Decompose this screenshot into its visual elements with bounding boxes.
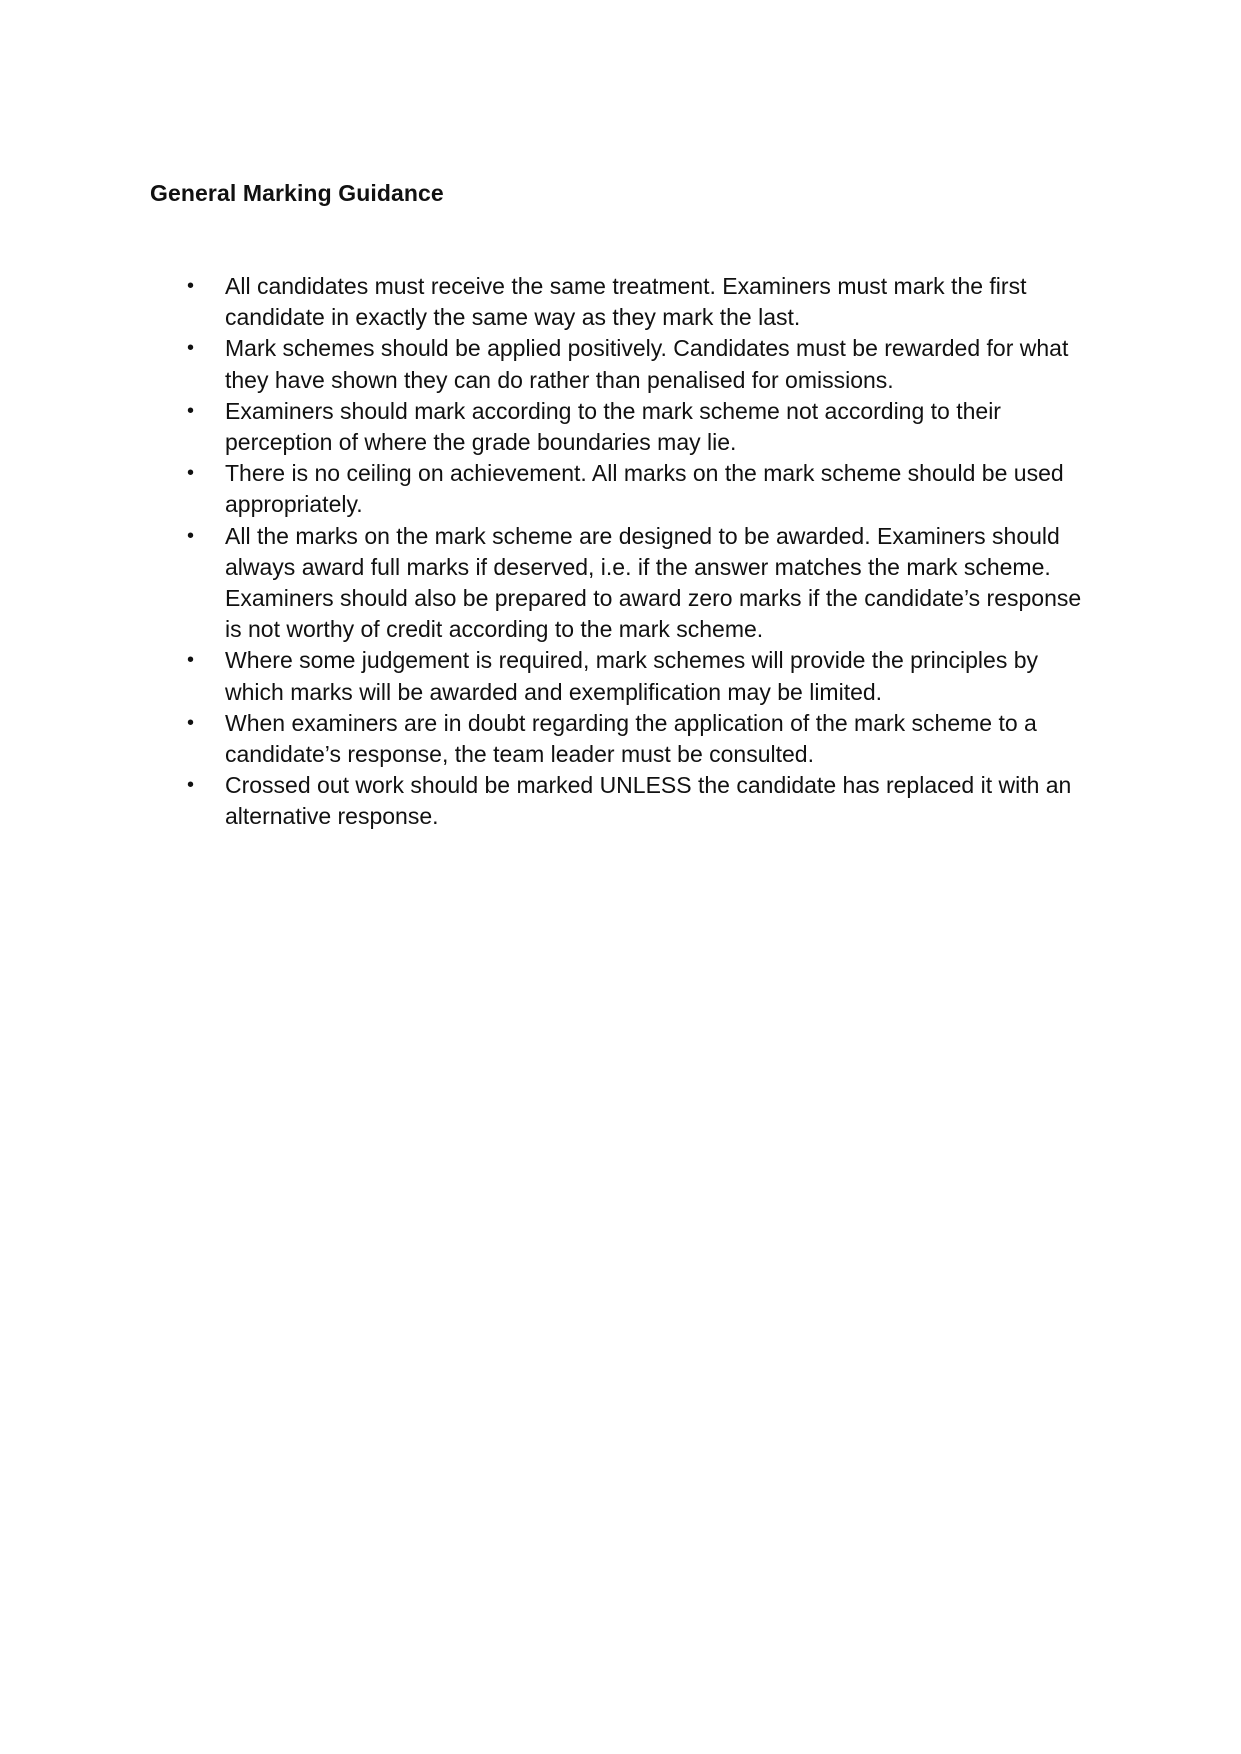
bullet-icon: • xyxy=(187,275,195,297)
bullet-icon: • xyxy=(187,337,195,360)
bullet-icon: • xyxy=(187,399,195,422)
list-item xyxy=(187,645,1087,707)
list-item-text: Crossed out work should be marked UNLESS the candidate has replaced it with an alternative response. xyxy=(225,772,1072,830)
guidance-list xyxy=(187,271,1087,833)
list-item xyxy=(187,708,1087,770)
list-item xyxy=(187,333,1087,395)
list-item-text: When examiners are in doubt regarding the application of the mark scheme to a candidate’s response, the team leader must be consulted. xyxy=(225,709,1037,768)
bullet-icon: • xyxy=(187,524,195,547)
bullet-icon: • xyxy=(187,462,195,485)
bullet-icon: • xyxy=(187,774,195,797)
list-item xyxy=(187,770,1087,832)
list-item xyxy=(187,396,1087,458)
bullet-icon: • xyxy=(187,649,195,672)
list-item-text: Examiners should mark according to the mark scheme not according to their perception of where the grade boundaries may lie. xyxy=(225,397,1001,456)
list-item-text: All the marks on the mark scheme are designed to be awarded. Examiners should always award full marks if deserved, i.e. if the answer matches the mark scheme. Examiners should also be prepared to award zero marks if the candidate’s response is not worthy of credit according to the mark scheme. xyxy=(225,522,1082,643)
list-item-text: Mark schemes should be applied positively. Candidates must be rewarded for what they have shown they can do rather than penalised for omissions. xyxy=(225,335,1069,393)
list-item-text: Where some judgement is required, mark schemes will provide the principles by which marks will be awarded and exemplification may be limited. xyxy=(225,647,1039,705)
list-item xyxy=(187,458,1087,520)
page-title: General Marking Guidance xyxy=(150,180,444,206)
bullet-icon: • xyxy=(187,711,195,734)
list-item xyxy=(187,521,1087,646)
list-item xyxy=(187,271,1087,333)
list-item-text: There is no ceiling on achievement. All marks on the mark scheme should be used appropriately. xyxy=(225,460,1064,518)
list-item-text: All candidates must receive the same treatment. Examiners must mark the first candidate in exactly the same way as they mark the last. xyxy=(225,273,1027,331)
